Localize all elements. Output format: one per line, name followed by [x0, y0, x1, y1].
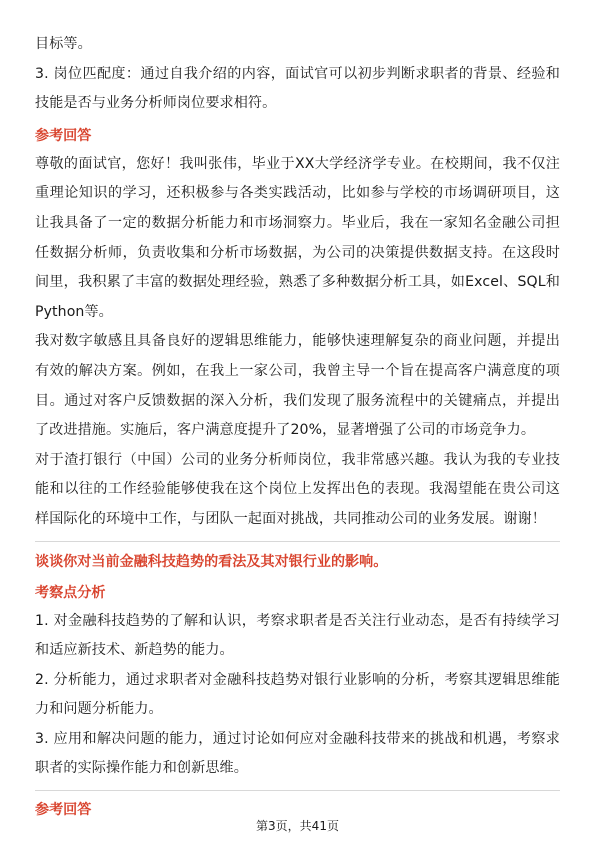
reference-answer-heading-2: 参考回答: [35, 802, 92, 819]
reference-answer-heading: 参考回答: [35, 127, 92, 144]
answer-paragraph-2: 我对数字敏感且具备良好的逻辑思维能力，能够快速理解复杂的商业问题，并提出有效的解决方案。例如，在我上一家公司，我曾主导一个旨在提高客户满意度的项目。通过对客户反馈数据的深入分析，我们发现了服务流程中的关键痛点，并提出了改进措施。实施后，客户满意度提升了20%，显著增强了公司的市场竞争力。: [35, 333, 560, 439]
section-divider-2: [35, 790, 560, 791]
answer-paragraph-3: 对于渣打银行（中国）公司的业务分析师岗位，我非常感兴趣。我认为我的专业技能和以往的工作经验能够使我在这个岗位上发挥出色的表现。我渴望能在贵公司这样国际化的环境中工作，与团队一起面对挑战，共同推动公司的业务发展。谢谢！: [35, 451, 560, 527]
analysis-heading: 考察点分析: [35, 584, 106, 601]
question-title: 谈谈你对当前金融科技趋势的看法及其对银行业的影响。: [35, 553, 388, 570]
analysis-point-2: 2. 分析能力，通过求职者对金融科技趋势对银行业影响的分析，考察其逻辑思维能力和问题分析能力。: [35, 671, 560, 718]
analysis-point-1: 1. 对金融科技趋势的了解和认识，考察求职者是否关注行业动态，是否有持续学习和适应新技术、新趋势的能力。: [35, 612, 560, 659]
point-3-text: 3. 岗位匹配度：通过自我介绍的内容，面试官可以初步判断求职者的背景、经验和技能是否与业务分析师岗位要求相符。: [35, 65, 560, 112]
document-page: [35, 30, 560, 824]
section-divider: [35, 541, 560, 542]
analysis-point-3: 3. 应用和解决问题的能力，通过讨论如何应对金融科技带来的挑战和机遇，考察求职者的实际操作能力和创新思维。: [35, 730, 560, 777]
continuation-text: 目标等。: [35, 36, 92, 52]
page-number: 第3页，共41页: [256, 819, 339, 833]
answer-paragraph-1: 尊敬的面试官，您好！我叫张伟，毕业于XX大学经济学专业。在校期间，我不仅注重理论知识的学习，还积极参与各类实践活动，比如参与学校的市场调研项目，这让我具备了一定的数据分析能力和市场洞察力。毕业后，我在一家知名金融公司担任数据分析师，负责收集和分析市场数据，为公司的决策提供数据支持。在这段时间里，我积累了丰富的数据处理经验，熟悉了多种数据分析工具，如Excel、SQL和Python等。: [35, 155, 560, 320]
